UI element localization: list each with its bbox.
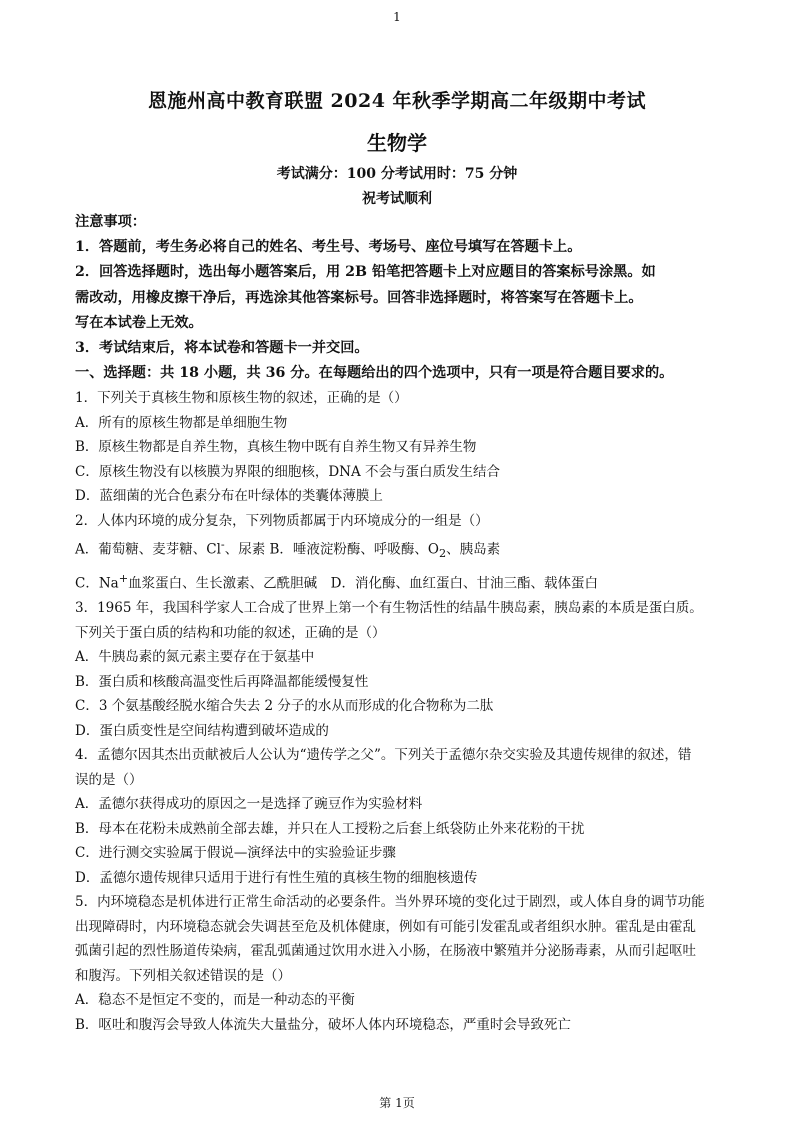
q2-ab-superscript: -	[220, 538, 225, 552]
q2-cd-superscript: +	[118, 572, 129, 586]
q2-ab-text-2: 、尿素 B．唾液淀粉酶、呼吸酶、O	[224, 541, 439, 558]
notice-item-2-line-2: 需改动，用橡皮擦干净后，再选涂其他答案标号。回答非选择题时，将答案写在答题卡上。	[75, 289, 643, 306]
q4-option-a: A．孟德尔获得成功的原因之一是选择了豌豆作为实验材料	[75, 796, 423, 813]
q1-option-a: A．所有的原核生物都是单细胞生物	[75, 414, 288, 431]
q4-option-c: C．进行测交实验属于假说—演绎法中的实验验证步骤	[75, 845, 396, 862]
q4-stem-line-1: 4．孟德尔因其杰出贡献被后人公认为“遗传学之父”。下列关于孟德尔杂交实验及其遗传规律的叙述，错	[75, 747, 692, 764]
q4-stem-line-2: 误的是（）	[75, 771, 143, 788]
q3-stem-line-1: 3．1965 年，我国科学家人工合成了世界上第一个有生物活性的结晶牛胰岛素，胰岛素的本质是蛋白质。	[75, 600, 703, 617]
page-top-number: 1	[393, 10, 401, 24]
exam-title: 恩施州高中教育联盟 2024 年秋季学期高二年级期中考试	[147, 90, 647, 112]
subject-title: 生物学	[367, 131, 427, 155]
q5-option-b: B．呕吐和腹泻会导致人体流失大量盐分，破坏人体内环境稳态，严重时会导致死亡	[75, 1016, 571, 1033]
q4-option-d: D．孟德尔遗传规律只适用于进行有性生殖的真核生物的细胞核遗传	[75, 869, 478, 886]
notice-item-2-line-1: 2．回答选择题时，选出每小题答案后，用 2B 铅笔把答题卡上对应题目的答案标号涂黑。如	[75, 264, 656, 281]
q2-options-ab	[75, 533, 727, 567]
q2-ab-subscript: 2	[439, 547, 447, 561]
q2-stem: 2．人体内环境的成分复杂，下列物质都属于内环境成分的一组是（）	[75, 512, 489, 529]
q1-option-b: B．原核生物都是自养生物，真核生物中既有自养生物又有异养生物	[75, 439, 477, 456]
q5-stem-line-1: 5．内环境稳态是机体进行正常生命活动的必要条件。当外界环境的变化过于剧烈，或人体自身的调节功能	[75, 894, 705, 911]
q1-option-c: C．原核生物没有以核膜为界限的细胞核，DNA 不会与蛋白质发生结合	[75, 463, 501, 480]
q1-option-d: D．蓝细菌的光合色素分布在叶绿体的类囊体薄膜上	[75, 488, 383, 505]
q1-stem: 1．下列关于真核生物和原核生物的叙述，正确的是（）	[75, 390, 408, 407]
notice-item-3: 3．考试结束后，将本试卷和答题卡一并交回。	[75, 340, 369, 357]
notice-item-1: 1．答题前，考生务必将自己的姓名、考生号、考场号、座位号填写在答题卡上。	[75, 239, 582, 256]
q2-ab-text-1: A．葡萄糖、麦芽糖、Cl	[75, 541, 221, 558]
page-footer: 第 1页	[379, 1096, 415, 1110]
q5-stem-line-4: 和腹泻。下列相关叙述错误的是（）	[75, 967, 291, 984]
notice-item-2-line-3: 写在本试卷上无效。	[75, 314, 203, 331]
q5-stem-line-3: 弧菌引起的烈性肠道传染病，霍乱弧菌通过饮用水进入小肠，在肠液中繁殖并分泌肠毒素，从而引起呕吐	[75, 943, 696, 960]
q3-option-b: B．蛋白质和核酸高温变性后再降温都能缓慢复性	[75, 673, 369, 690]
q3-stem-line-2: 下列关于蛋白质的结构和功能的叙述，正确的是（）	[75, 624, 386, 641]
q5-option-a: A．稳态不是恒定不变的，而是一种动态的平衡	[75, 992, 355, 1009]
q3-option-d: D．蛋白质变性是空间结构遭到破坏造成的	[75, 722, 329, 739]
document-body	[75, 210, 727, 1037]
q2-cd-text-1: C．Na	[75, 575, 119, 592]
q5-stem-line-2: 出现障碍时，内环境稳态就会失调甚至危及机体健康，例如有可能引发霍乱或者组织水肿。霍乱是由霍乱	[75, 918, 696, 935]
exam-info: 考试满分：100 分考试用时：75 分钟	[276, 166, 518, 182]
q2-options-cd	[75, 567, 727, 596]
exam-wish: 祝考试顺利	[362, 191, 432, 207]
q3-option-a: A．牛胰岛素的氮元素主要存在于氨基中	[75, 649, 315, 666]
q3-option-c: C．3 个氨基酸经脱水缩合失去 2 分子的水从而形成的化合物称为二肽	[75, 698, 494, 715]
q2-ab-text-3: 、胰岛素	[446, 541, 501, 558]
q4-option-b: B．母本在花粉未成熟前全部去雄，并只在人工授粉之后套上纸袋防止外来花粉的干扰	[75, 820, 585, 837]
notice-heading: 注意事项：	[75, 214, 146, 230]
section-1-heading: 一、选择题：共 18 小题，共 36 分。在每题给出的四个选项中，只有一项是符合题目要求的。	[75, 365, 674, 382]
q2-cd-text-2: 血浆蛋白、生长激素、乙酰胆碱 D．消化酶、血红蛋白、甘油三酯、载体蛋白	[128, 575, 598, 592]
